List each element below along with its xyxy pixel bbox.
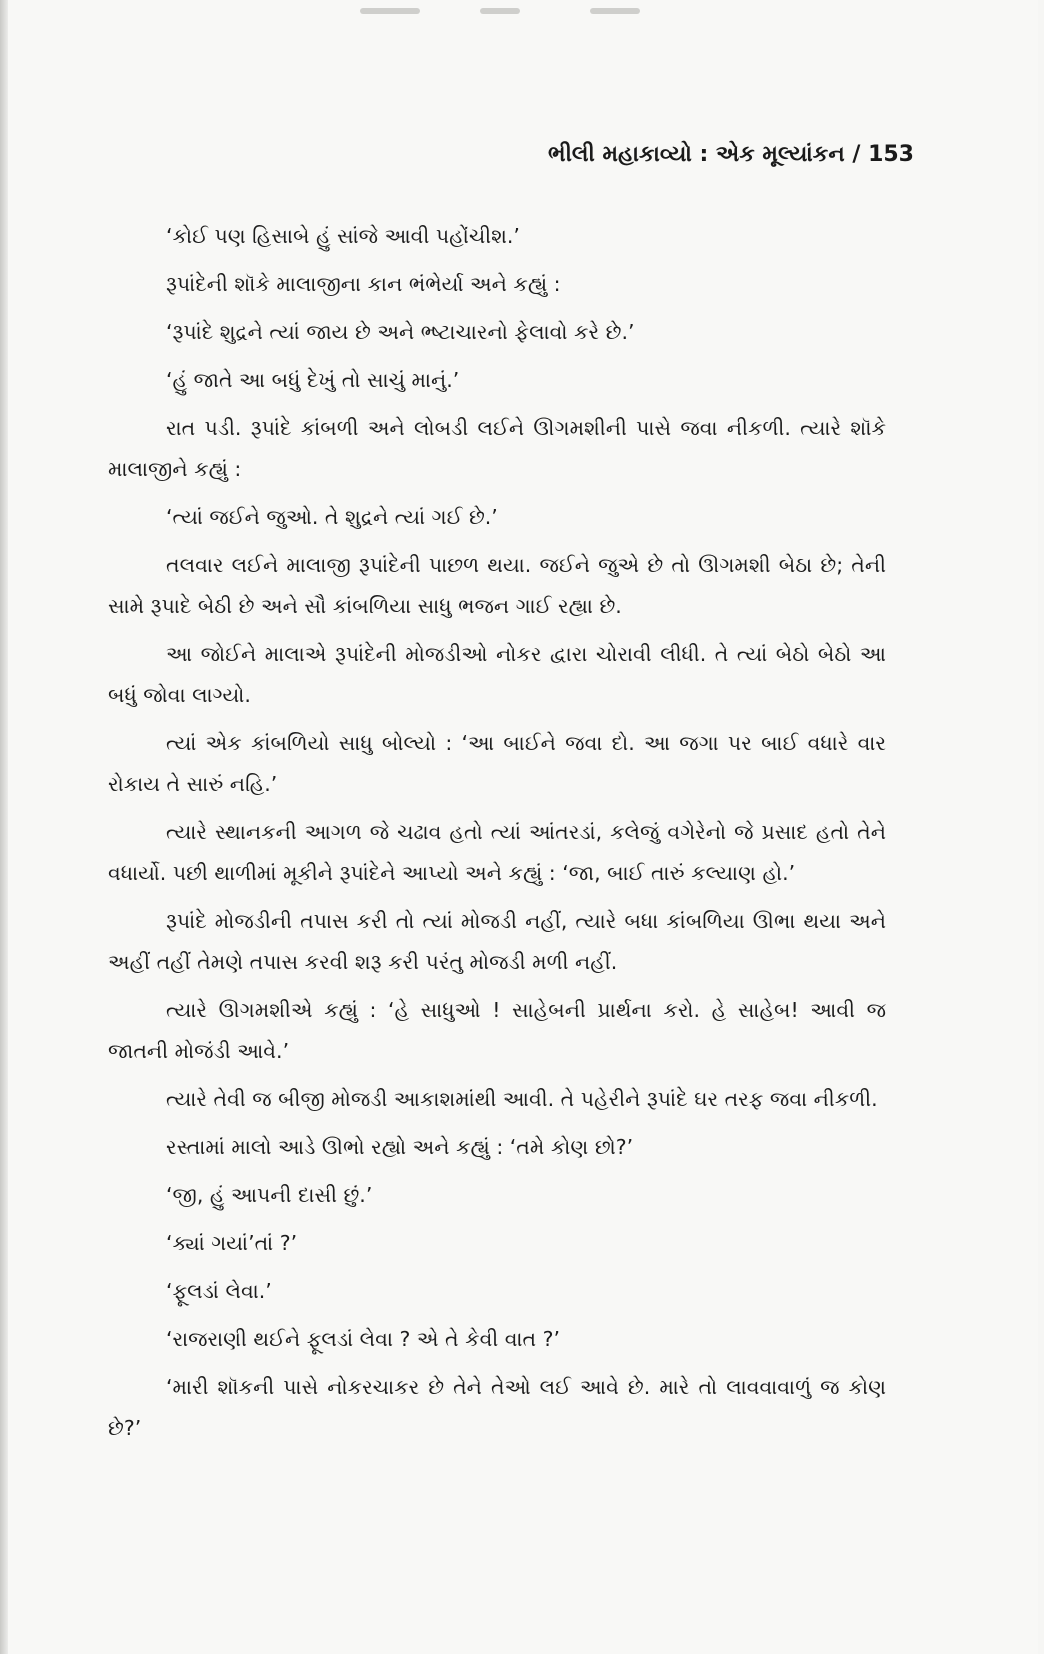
paragraph: ત્યારે તેવી જ બીજી મોજડી આકાશમાંથી આવી. તે પહેરીને રૂપાંદે ઘર તરફ જવા નીકળી. — [166, 1087, 878, 1111]
paragraph: ‘રૂપાંદે શુદ્રને ત્યાં જાય છે અને ભ્ષ્ટાચારનો ફેલાવો કરે છે.’ — [166, 320, 635, 344]
page-edge-shadow — [0, 0, 8, 1654]
paragraph: ત્યારે સ્થાનકની આગળ જે ચઢાવ હતો ત્યાં આંતરડાં, કલેજું વગેરેનો જે પ્રસાદ હતો તેને વધાર્યો. પછી થાળીમાં મૂકીને રૂપાંદેને આપ્યો અને કહ્યું : ‘જા, બાઈ તારું કલ્યાણ હો.’ — [108, 820, 886, 885]
paragraph: ‘જી, હું આપની દાસી છું.’ — [166, 1183, 373, 1207]
paragraph: ‘કોઈ પણ હિસાબે હું સાંજે આવી પહોંચીશ.’ — [166, 224, 520, 248]
body-text — [108, 216, 886, 1456]
paragraph: રાત પડી. રૂપાંદે કાંબળી અને લોબડી લઈને ઊગમશીની પાસે જવા નીકળી. ત્યારે શૉકે માલાજીને કહ્યું : — [108, 416, 886, 481]
paragraph: ‘રાજરાણી થઈને ફૂલડાં લેવા ? એ તે કેવી વાત ?’ — [166, 1327, 561, 1351]
running-header: ભીલી મહાકાવ્યો : એક મૂલ્યાંકન / 153 — [547, 142, 914, 167]
paragraph: ત્યાં એક કાંબળિયો સાધુ બોલ્યો : ‘આ બાઈને જવા દો. આ જગા પર બાઈ વધારે વાર રોકાય તે સારું નહિ.’ — [108, 731, 886, 796]
paragraph: ‘હું જાતે આ બધું દેખું તો સાચું માનું.’ — [166, 368, 460, 392]
paragraph: રૂપાંદેની શૉકે માલાજીના કાન ભંભેર્યા અને કહ્યું : — [166, 272, 561, 296]
paragraph: ‘મારી શૉકની પાસે નોકરચાકર છે તેને તેઓ લઈ આવે છે. મારે તો લાવવાવાળું જ કોણ છે?’ — [108, 1375, 886, 1440]
top-bleed-marks — [360, 6, 660, 20]
paragraph: રસ્તામાં માલો આડે ઊભો રહ્યો અને કહ્યું : ‘તમે કોણ છો?’ — [166, 1135, 634, 1159]
paragraph: રૂપાંદે મોજડીની તપાસ કરી તો ત્યાં મોજડી નહીં, ત્યારે બધા કાંબળિયા ઊભા થયા અને અહીં તહીં તેમણે તપાસ કરવી શરૂ કરી પરંતુ મોજડી મળી નહીં. — [108, 909, 886, 974]
paragraph: ત્યારે ઊગમશીએ કહ્યું : ‘હે સાધુઓ ! સાહેબની પ્રાર્થના કરો. હે સાહેબ! આવી જ જાતની મોજંડી આવે.’ — [108, 998, 886, 1063]
paragraph: ‘ક્યાં ગયાં’તાં ?’ — [166, 1231, 298, 1255]
paragraph: ‘ત્યાં જઈને જુઓ. તે શુદ્રને ત્યાં ગઈ છે.’ — [166, 505, 498, 529]
paragraph: ‘ફૂલડાં લેવા.’ — [166, 1279, 272, 1303]
paragraph: આ જોઈને માલાએ રૂપાંદેની મોજડીઓ નોકર દ્વારા ચોરાવી લીધી. તે ત્યાં બેઠો બેઠો આ બધું જોવા લાગ્યો. — [108, 642, 886, 707]
paragraph: તલવાર લઈને માલાજી રૂપાંદેની પાછળ થયા. જઈને જુએ છે તો ઊગમશી બેઠા છે; તેની સામે રૂપાદે બેઠી છે અને સૌ કાંબળિયા સાધુ ભજન ગાઈ રહ્યા છે. — [108, 553, 886, 618]
